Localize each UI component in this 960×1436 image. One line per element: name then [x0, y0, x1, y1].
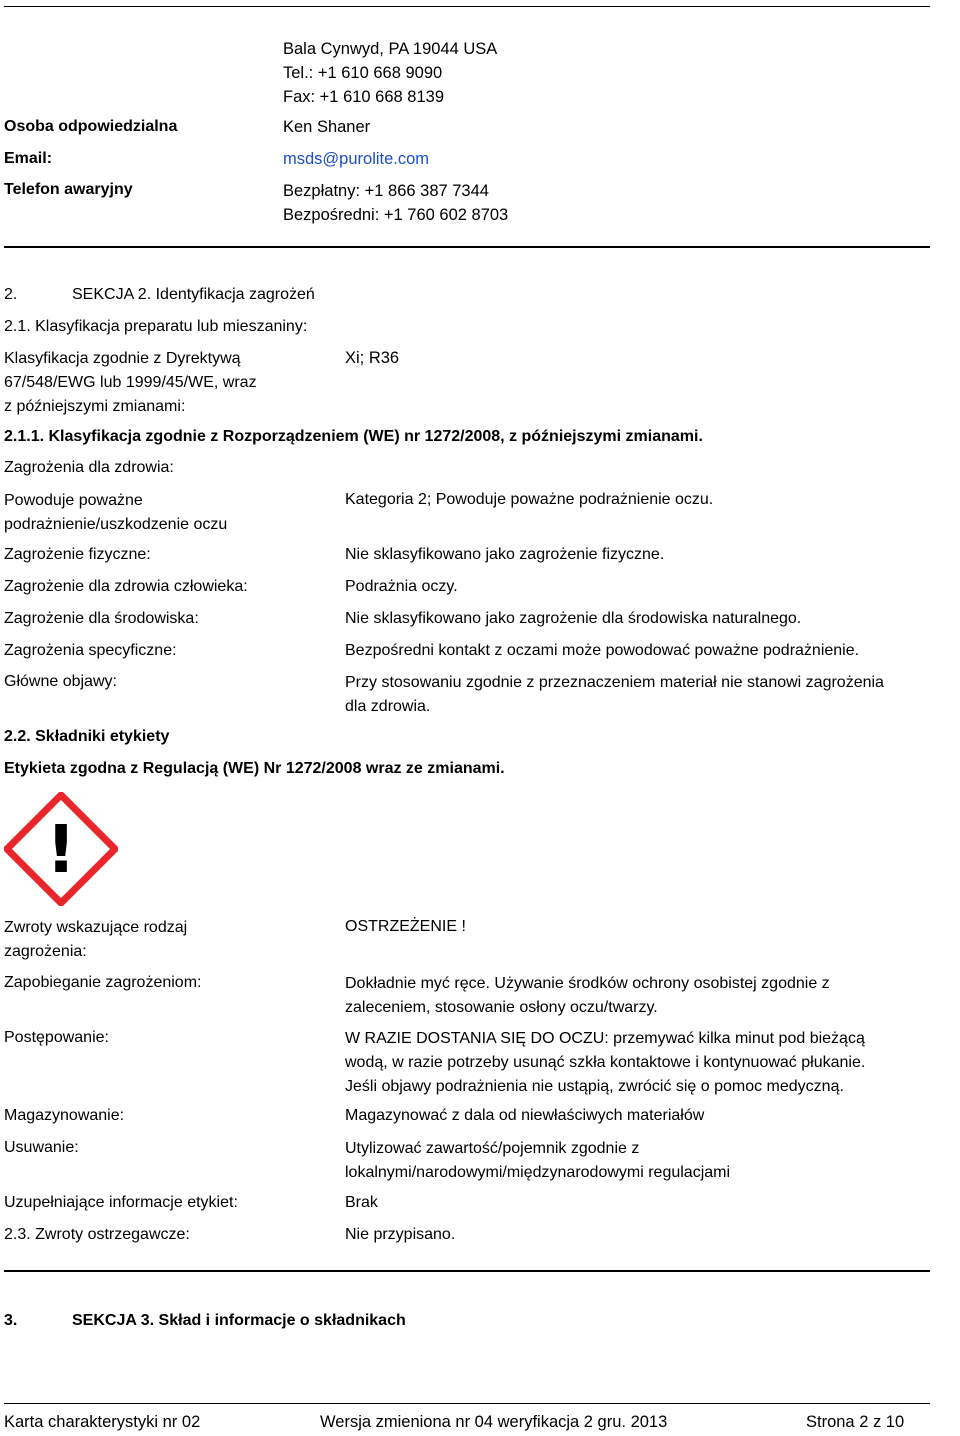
exclamation-icon: [4, 792, 118, 906]
section-rule: [4, 246, 930, 248]
responsible-label: Osoba odpowiedzialna: [4, 118, 178, 135]
responsible-value: Ken Shaner: [283, 118, 371, 136]
phrase-label: Zwroty wskazujące rodzaj zagrożenia:: [4, 919, 188, 960]
hazard-row-value: Nie sklasyfikowano jako zagrożenie fizyczne.: [345, 546, 665, 563]
subsection-2-1-1: 2.1.1. Klasyfikacja zgodnie z Rozporządzeniem (WE) nr 1272/2008, z późniejszymi zmianami.: [4, 428, 703, 445]
section2-title: SEKCJA 2. Identyfikacja zagrożeń: [72, 286, 315, 303]
hazard-row-label: Powoduje poważne podrażnienie/uszkodzenie oczu: [4, 492, 228, 533]
address-line: Bala Cynwyd, PA 19044 USA: [283, 40, 498, 58]
phrase-value: Magazynować z dala od niewłaściwych materiałów: [345, 1107, 705, 1124]
section2-number: 2.: [4, 286, 18, 303]
footer-page-number: Strona 2 z 10: [806, 1413, 905, 1431]
phrase-value: Utylizować zawartość/pojemnik zgodnie z lokalnymi/narodowymi/międzynarodowymi regulacjami: [345, 1140, 731, 1181]
hazard-row-value: Bezpośredni kontakt z oczami może powodować poważne podrażnienie.: [345, 642, 860, 659]
section-rule: [4, 1270, 930, 1272]
health-hazards-label: Zagrożenia dla zdrowia:: [4, 459, 174, 476]
fax-line: Fax: +1 610 668 8139: [283, 88, 445, 106]
email-link[interactable]: msds@purolite.com: [283, 150, 430, 168]
subsection-2-2: 2.2. Składniki etykiety: [4, 728, 170, 745]
phrase-label: Usuwanie:: [4, 1139, 79, 1156]
directive-label: Klasyfikacja zgodnie z Dyrektywą 67/548/EWG lub 1999/45/WE, wraz z późniejszymi zmianami:: [4, 350, 257, 415]
phrase-value: Brak: [345, 1194, 378, 1211]
hazard-row-label: Główne objawy:: [4, 673, 117, 690]
emergency-label: Telefon awaryjny: [4, 181, 133, 198]
footer-document-number: Karta charakterystyki nr 02: [4, 1413, 201, 1431]
emergency-direct-number: Bezpośredni: +1 760 602 8703: [283, 206, 509, 224]
label-regulation: Etykieta zgodna z Regulacją (WE) Nr 1272/2008 wraz ze zmianami.: [4, 760, 505, 777]
hazard-row-value: Przy stosowaniu zgodnie z przeznaczeniem materiał nie stanowi zagrożenia dla zdrowia.: [345, 674, 884, 715]
phrase-label: 2.3. Zwroty ostrzegawcze:: [4, 1226, 190, 1243]
hazard-row-label: Zagrożenie dla środowiska:: [4, 610, 199, 627]
subsection-2-1: 2.1. Klasyfikacja preparatu lub mieszaniny:: [4, 318, 308, 335]
phrase-value: OSTRZEŻENIE !: [345, 918, 466, 935]
hazard-row-value: Kategoria 2; Powoduje poważne podrażnienie oczu.: [345, 491, 714, 508]
emergency-values: [283, 179, 508, 227]
hazard-row-label: Zagrożenie dla zdrowia człowieka:: [4, 578, 248, 595]
phrase-value: W RAZIE DOSTANIA SIĘ DO OCZU: przemywać kilka minut pod bieżącą wodą, w razie potrzeby usunąć szkła kontaktowe i kontynuować płukanie. Jeśli objawy podrażnienia nie ustąpią, zwrócić się o pomoc medyczną.: [345, 1030, 866, 1095]
address-block: [283, 37, 497, 109]
hazard-row-value: Nie sklasyfikowano jako zagrożenie dla środowiska naturalnego.: [345, 610, 802, 627]
phrase-label: Zapobieganie zagrożeniom:: [4, 974, 202, 991]
top-rule: [4, 6, 930, 7]
section3-number: 3.: [4, 1312, 18, 1329]
hazard-row-label: Zagrożenia specyficzne:: [4, 642, 177, 659]
footer-version: Wersja zmieniona nr 04 weryfikacja 2 gru. 2013: [320, 1413, 668, 1431]
hazard-row-label: Zagrożenie fizyczne:: [4, 546, 151, 563]
phrase-value: Nie przypisano.: [345, 1226, 456, 1243]
phrase-label: Uzupełniające informacje etykiet:: [4, 1194, 238, 1211]
ghs-exclamation-pictogram: [4, 792, 118, 906]
pictogram-symbol: !: [45, 811, 77, 888]
phrase-label: Postępowanie:: [4, 1029, 109, 1046]
phone-line: Tel.: +1 610 668 9090: [283, 64, 443, 82]
hazard-row-value: Podrażnia oczy.: [345, 578, 458, 595]
phrase-value: Dokładnie myć ręce. Używanie środków ochrony osobistej zgodnie z zaleceniem, stosowanie osłony oczu/twarzy.: [345, 975, 830, 1016]
emergency-free-number: Bezpłatny: +1 866 387 7344: [283, 182, 489, 200]
directive-value: Xi; R36: [345, 349, 400, 367]
footer-rule: [4, 1403, 930, 1404]
phrase-label: Magazynowanie:: [4, 1107, 125, 1124]
email-label: Email:: [4, 150, 53, 167]
section3-title: SEKCJA 3. Skład i informacje o składnikach: [72, 1312, 406, 1329]
